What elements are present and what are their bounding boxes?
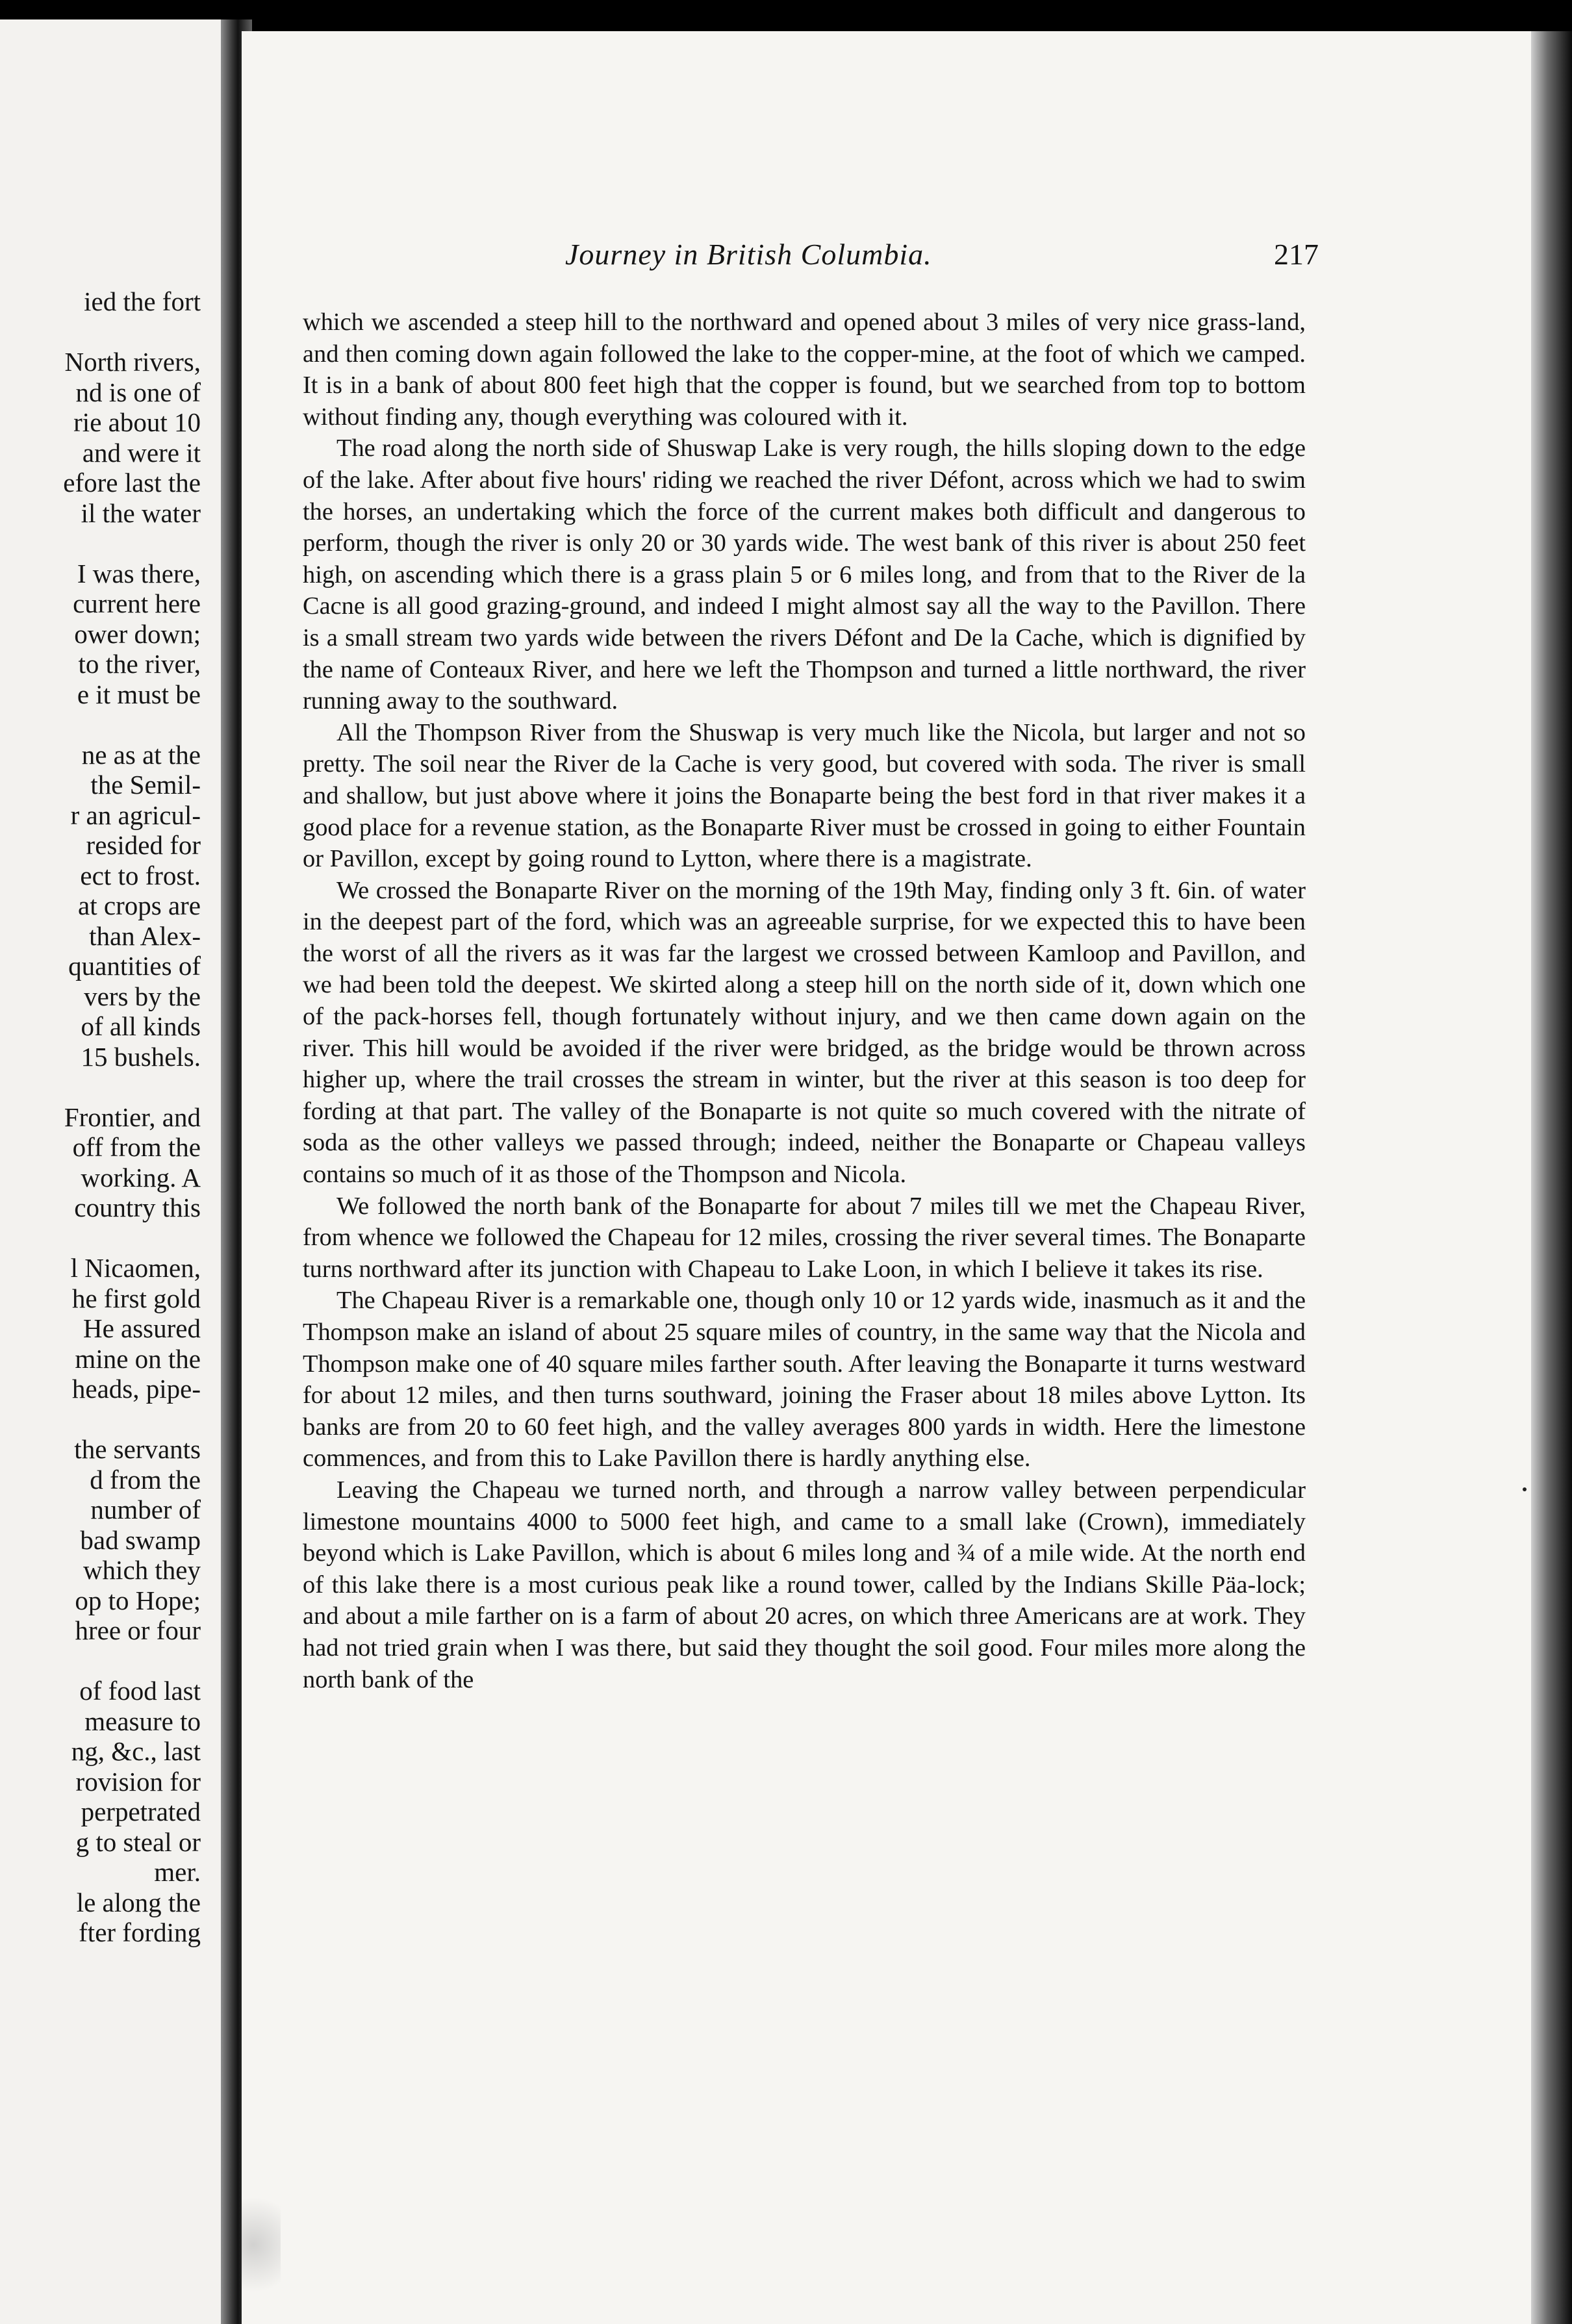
facing-page-fragment <box>0 19 224 2324</box>
facing-page-line: of food last <box>79 1676 201 1706</box>
facing-page-line: ng, &c., last <box>71 1736 201 1766</box>
facing-page-line: and were it <box>82 437 201 468</box>
facing-page-line: ower down; <box>74 618 201 649</box>
ink-dot <box>1523 1487 1527 1491</box>
paragraph: The road along the north side of Shuswap Lake is very rough, the hills sloping down to the edge of the lake. After about five hours' riding we reached the river Défont, across which we had to swim the horses, an undertaking which the force of the current makes both difficult and dangerous to perform, though the river is only 20 or 30 yards wide. The west bank of this river is about 250 feet high, on ascending which there is a grass plain 5 or 6 miles long, and from that to the River de la Cacne is all good grazing-ground, and indeed I might almost say all the way to the Pavillon. There is a small stream two yards wide between the rivers Défont and De la Cache, which is dignified by the name of Conteaux River, and here we left the Thompson and turned a little northward, the river running away to the southward. <box>303 435 1306 715</box>
facing-page-line: the Semil- <box>90 770 201 800</box>
facing-page-line: mine on the <box>75 1343 201 1374</box>
facing-page-line: le along the <box>76 1887 201 1917</box>
facing-page-line: nd is one of <box>75 377 201 407</box>
facing-page-line: g to steal or <box>75 1826 201 1857</box>
facing-page-line: which they <box>82 1555 201 1585</box>
facing-page-line: of all kinds <box>81 1011 201 1041</box>
facing-page-line: quantities of <box>68 951 201 981</box>
facing-page-line: North rivers, <box>64 347 201 377</box>
facing-page-line: he first gold <box>71 1283 201 1313</box>
facing-page-line: fter fording <box>79 1917 201 1947</box>
facing-page-line: ect to frost. <box>80 860 201 890</box>
facing-page-line: off from the <box>72 1132 201 1162</box>
facing-page-line: op to Hope; <box>75 1585 201 1615</box>
facing-page-line: country this <box>74 1193 201 1222</box>
facing-page-line: ied the fort <box>84 286 201 316</box>
facing-page-line: number of <box>90 1495 201 1524</box>
facing-page-line: the servants <box>74 1434 201 1464</box>
facing-page-line: working. A <box>81 1162 201 1193</box>
facing-page-line: d from the <box>90 1464 201 1495</box>
facing-page-line: bad swamp <box>80 1524 201 1555</box>
scan-smudge <box>242 2195 281 2319</box>
paragraph: The Chapeau River is a remarkable one, though only 10 or 12 yards wide, inasmuch as it and the Thompson make an island of about 25 square miles of country, in the same way that the Nicola and Thompson make one of 40 square miles farther south. After leaving the Bonaparte it turns westward for about 12 miles, and then turns southward, joining the Fraser about 18 miles above Lytton. Its banks are from 20 to 60 feet high, and the valley averages 800 yards in width. Here the limestone commences, and from this to Lake Pavillon there is hardly anything else. <box>303 1287 1306 1472</box>
page-number: 217 <box>1274 238 1319 271</box>
facing-page-line: e it must be <box>77 679 201 709</box>
page-body <box>303 307 1306 1695</box>
facing-page-line: vers by the <box>84 981 201 1011</box>
paragraph: which we ascended a steep hill to the northward and opened about 3 miles of very nice grass-land, and then coming down again followed the lake to the copper-mine, at the foot of which we camped. It is in a bank of about 800 feet high that the copper is found, but we searched from top to bottom without finding any, though everything was coloured with it. <box>303 309 1306 431</box>
facing-page-line: 15 bushels. <box>81 1041 201 1072</box>
facing-page-line: r an agricul- <box>70 800 201 830</box>
facing-page-line: Frontier, and <box>64 1102 201 1132</box>
facing-page-line: l Nicaomen, <box>70 1253 201 1283</box>
facing-page-line: at crops are <box>78 890 201 920</box>
paragraph: We crossed the Bonaparte River on the morning of the 19th May, finding only 3 ft. 6in. of water in the deepest part of the ford, which was an agreeable surprise, for we expected this to have been the worst of all the rivers as it was far the largest we crossed between Kamloop and Pavillon, and we had been told the deepest. We skirted along a steep hill on the north side of it, down which one of the pack-horses fell, though fortunately without injury, and we then came down again on the river. This hill would be avoided if the river were bridged, as the bridge would be thrown across higher up, where the trail crosses the stream in winter, but the river at this season is too deep for fording at that part. The valley of the Bonaparte is not quite so much covered with the nitrate of soda as the other valleys we passed through; indeed, neither the Bonaparte or Chapeau valleys contains so much of it as those of the Thompson and Nicola. <box>303 876 1306 1189</box>
facing-page-line: perpetrated <box>81 1797 201 1826</box>
facing-page-line: He assured <box>82 1313 201 1343</box>
facing-page-line: measure to <box>84 1706 201 1736</box>
facing-page-line: to the river, <box>78 649 201 679</box>
running-header <box>565 237 1319 276</box>
facing-page-line: than Alex- <box>89 920 201 951</box>
page-edge <box>1531 31 1572 2324</box>
facing-page-line: I was there, <box>77 558 201 588</box>
facing-page-line: il the water <box>81 498 201 528</box>
paragraph: All the Thompson River from the Shuswap is very much like the Nicola, but larger and not so pretty. The soil near the River de la Cache is very good, but covered with soda. The river is small and shallow, but just above where it joins the Bonaparte being the best ford in that river makes it a good place for a revenue station, as the Bonaparte River must be crossed in going to either Fountain or Pavillon, except by going round to Lytton, where there is a magistrate. <box>303 718 1306 873</box>
facing-page-line: rie about 10 <box>73 407 201 437</box>
paragraph: We followed the north bank of the Bonaparte for about 7 miles till we met the Chapeau River, from whence we followed the Chapeau for 12 miles, crossing the river several times. The Bonaparte turns northward after its junction with Chapeau to Lake Loon, in which I believe it takes its rise. <box>303 1192 1306 1283</box>
facing-page-line: hree or four <box>75 1615 201 1645</box>
facing-page-line: current here <box>73 588 201 618</box>
facing-page-line: rovision for <box>75 1766 201 1797</box>
facing-page-line: resided for <box>86 830 201 860</box>
facing-page-line: heads, pipe- <box>71 1374 201 1404</box>
facing-page-line: efore last the <box>63 468 201 498</box>
facing-page-line: mer. <box>154 1857 201 1887</box>
paragraph: Leaving the Chapeau we turned north, and through a narrow valley between perpendicular limestone mountains 4000 to 5000 feet high, and came to a small lake (Crown), immediately beyond which is Lake Pavillon, which is about 6 miles long and ¾ of a mile wide. At the north end of this lake there is a most curious peak like a round tower, called by the Indians Skille Päa-lock; and about a mile farther on is a farm of about 20 acres, on which three Americans are at work. They had not tried grain when I was there, but said they thought the soil good. Four miles more along the north bank of the <box>303 1476 1306 1693</box>
running-title: Journey in British Columbia. <box>565 238 932 271</box>
facing-page-line: ne as at the <box>81 739 201 770</box>
